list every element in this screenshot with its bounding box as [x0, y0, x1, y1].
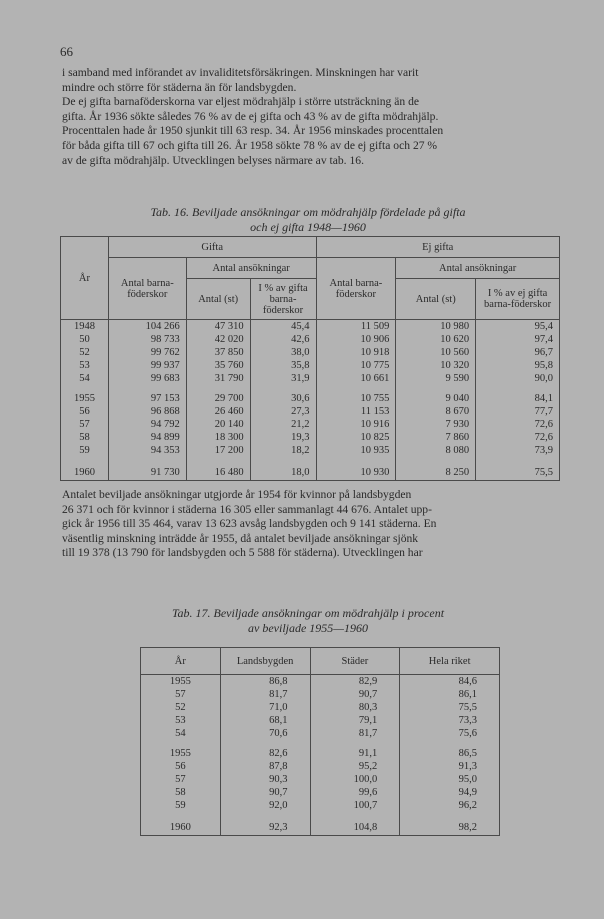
table-row: [141, 727, 500, 740]
value-cell: 7 860: [396, 431, 476, 444]
text-line: mindre och större för städerna än för landsbygden.: [62, 80, 297, 94]
year-cell: 56: [61, 405, 109, 418]
value-cell: 96,7: [476, 346, 560, 359]
value-cell: 87,8: [220, 760, 310, 773]
year-cell: 56: [141, 760, 221, 773]
value-cell: 31,9: [250, 372, 316, 385]
header-percent-unmarried: I % av ej gifta barna-föderskor: [476, 279, 560, 320]
value-cell: 99 762: [108, 346, 186, 359]
value-cell: 71,0: [220, 701, 310, 714]
table-row: [141, 675, 500, 689]
value-cell: 19,3: [250, 431, 316, 444]
value-cell: 11 509: [316, 320, 396, 334]
table-row: [61, 320, 560, 334]
value-cell: 94 899: [108, 431, 186, 444]
spacer-row: [141, 740, 500, 747]
value-cell: [108, 457, 186, 464]
year-cell: 1948: [61, 320, 109, 334]
table-row: [141, 786, 500, 799]
text-line: Antalet beviljade ansökningar utgjorde år 1954 för kvinnor på landsbygden: [62, 488, 412, 501]
value-cell: 30,6: [250, 392, 316, 405]
table-row: [141, 701, 500, 714]
value-cell: 45,4: [250, 320, 316, 334]
value-cell: 77,7: [476, 405, 560, 418]
value-cell: [476, 385, 560, 392]
value-cell: 95,8: [476, 359, 560, 372]
text-line: Procenttalen hade år 1950 sjunkit till 63 resp. 34. År 1956 minskades procenttalen: [62, 124, 444, 138]
table-row: [61, 464, 560, 481]
value-cell: 26 460: [186, 405, 250, 418]
value-cell: [476, 457, 560, 464]
value-cell: 75,6: [400, 727, 500, 740]
value-cell: 96 868: [108, 405, 186, 418]
year-cell: 57: [141, 773, 221, 786]
table-row: [61, 392, 560, 405]
value-cell: 8 080: [396, 444, 476, 457]
header-applications: Antal ansökningar: [186, 258, 316, 279]
value-cell: 42 020: [186, 333, 250, 346]
value-cell: 10 980: [396, 320, 476, 334]
table-row: [61, 431, 560, 444]
value-cell: 94,9: [400, 786, 500, 799]
page-number: 66: [60, 44, 73, 59]
header-whole-country: Hela riket: [400, 648, 500, 675]
value-cell: 98 733: [108, 333, 186, 346]
table-row: [141, 747, 500, 760]
value-cell: 75,5: [400, 701, 500, 714]
header-applications-unmarried: Antal ansökningar: [396, 258, 560, 279]
value-cell: 10 916: [316, 418, 396, 431]
value-cell: 10 320: [396, 359, 476, 372]
header-rural: Landsbygden: [220, 648, 310, 675]
value-cell: 75,5: [476, 464, 560, 481]
value-cell: 72,6: [476, 431, 560, 444]
value-cell: 92,3: [220, 819, 310, 836]
value-cell: 90,7: [220, 786, 310, 799]
value-cell: 86,8: [220, 675, 310, 689]
header-births-unmarried: Antal barna-föderskor: [316, 258, 396, 320]
table-17-caption: [60, 606, 556, 636]
header-unmarried: Ej gifta: [316, 237, 560, 258]
value-cell: 86,1: [400, 688, 500, 701]
value-cell: 99 937: [108, 359, 186, 372]
value-cell: 72,6: [476, 418, 560, 431]
year-cell: 58: [61, 431, 109, 444]
header-count-unmarried: Antal (st): [396, 279, 476, 320]
value-cell: 35 760: [186, 359, 250, 372]
table-row: [61, 444, 560, 457]
header-year: År: [61, 237, 109, 320]
value-cell: 73,9: [476, 444, 560, 457]
caption-line: Tab. 17. Beviljade ansökningar om mödrahjälp i procent: [171, 606, 445, 620]
table-16: [60, 236, 560, 481]
value-cell: 84,6: [400, 675, 500, 689]
table-row: [61, 359, 560, 372]
caption-line: Tab. 16. Beviljade ansökningar om mödrahjälp fördelade på gifta: [150, 205, 466, 219]
year-cell: 57: [141, 688, 221, 701]
text-line: av de gifta mödrahjälp. Utvecklingen belyses närmare av tab. 16.: [62, 153, 364, 167]
year-cell: 53: [61, 359, 109, 372]
value-cell: 20 140: [186, 418, 250, 431]
year-cell: 54: [141, 727, 221, 740]
table-row: [141, 688, 500, 701]
value-cell: [396, 457, 476, 464]
header-births: Antal barna-föderskor: [108, 258, 186, 320]
text-line: till 19 378 (13 790 för landsbygden och 5 588 för städerna). Utvecklingen har: [62, 546, 423, 560]
year-cell: 50: [61, 333, 109, 346]
value-cell: [396, 385, 476, 392]
value-cell: 91 730: [108, 464, 186, 481]
value-cell: 95,0: [400, 773, 500, 786]
value-cell: 11 153: [316, 405, 396, 418]
caption-line: och ej gifta 1948—1960: [250, 220, 366, 234]
text-line: De ej gifta barnaföderskorna var eljest mödrahjälp i större utsträckning än de: [62, 95, 420, 109]
value-cell: 31 790: [186, 372, 250, 385]
paragraph-intro: [62, 66, 568, 168]
value-cell: [186, 385, 250, 392]
paragraph-applications: [62, 488, 568, 561]
value-cell: 18 300: [186, 431, 250, 444]
value-cell: 10 918: [316, 346, 396, 359]
value-cell: 90,3: [220, 773, 310, 786]
value-cell: 9 590: [396, 372, 476, 385]
value-cell: 7 930: [396, 418, 476, 431]
table-row: [141, 773, 500, 786]
value-cell: 99,6: [310, 786, 400, 799]
value-cell: 73,3: [400, 714, 500, 727]
year-cell: 52: [61, 346, 109, 359]
value-cell: [220, 812, 310, 819]
value-cell: 35,8: [250, 359, 316, 372]
year-cell: 1955: [141, 747, 221, 760]
value-cell: 94 353: [108, 444, 186, 457]
value-cell: 10 775: [316, 359, 396, 372]
value-cell: 104,8: [310, 819, 400, 836]
value-cell: 10 560: [396, 346, 476, 359]
year-cell: 52: [141, 701, 221, 714]
value-cell: 37 850: [186, 346, 250, 359]
year-cell: [61, 457, 109, 464]
header-count: Antal (st): [186, 279, 250, 320]
table-16-caption: [60, 205, 556, 235]
year-cell: 1955: [141, 675, 221, 689]
value-cell: [400, 740, 500, 747]
value-cell: 82,9: [310, 675, 400, 689]
text-line: väsentlig minskning inträdde år 1955, då antalet beviljade ansökningar sjönk: [62, 531, 419, 545]
text-line: gifta. År 1936 sökte således 76 % av de ej gifta och 43 % av de gifta mödrahjälp.: [62, 109, 439, 123]
value-cell: 16 480: [186, 464, 250, 481]
value-cell: 80,3: [310, 701, 400, 714]
value-cell: 8 670: [396, 405, 476, 418]
value-cell: 10 935: [316, 444, 396, 457]
value-cell: 27,3: [250, 405, 316, 418]
value-cell: 82,6: [220, 747, 310, 760]
table-row: [61, 405, 560, 418]
value-cell: 9 040: [396, 392, 476, 405]
value-cell: [186, 457, 250, 464]
text-line: i samband med införandet av invaliditetsförsäkringen. Minskningen har varit: [62, 66, 419, 79]
value-cell: 94 792: [108, 418, 186, 431]
value-cell: 97,4: [476, 333, 560, 346]
value-cell: 86,5: [400, 747, 500, 760]
text-line: 26 371 och för kvinnor i städerna 16 305 eller sammanlagt 44 676. Antalet upp-: [62, 502, 432, 516]
value-cell: 10 620: [396, 333, 476, 346]
year-cell: 58: [141, 786, 221, 799]
header-year: År: [141, 648, 221, 675]
value-cell: 97 153: [108, 392, 186, 405]
value-cell: [400, 812, 500, 819]
table-row: [141, 819, 500, 836]
value-cell: 42,6: [250, 333, 316, 346]
value-cell: 18,2: [250, 444, 316, 457]
year-cell: 1960: [61, 464, 109, 481]
value-cell: 29 700: [186, 392, 250, 405]
value-cell: 95,2: [310, 760, 400, 773]
value-cell: 21,2: [250, 418, 316, 431]
value-cell: 98,2: [400, 819, 500, 836]
value-cell: [250, 457, 316, 464]
table-17: [140, 647, 500, 836]
value-cell: 68,1: [220, 714, 310, 727]
value-cell: 17 200: [186, 444, 250, 457]
caption-line: av beviljade 1955—1960: [248, 621, 368, 635]
value-cell: 99 683: [108, 372, 186, 385]
table-row: [61, 346, 560, 359]
value-cell: 81,7: [220, 688, 310, 701]
value-cell: 90,0: [476, 372, 560, 385]
value-cell: 79,1: [310, 714, 400, 727]
table-row: [141, 760, 500, 773]
year-cell: [61, 385, 109, 392]
value-cell: 38,0: [250, 346, 316, 359]
header-percent: I % av gifta barna-föderskor: [250, 279, 316, 320]
value-cell: 95,4: [476, 320, 560, 334]
value-cell: 91,1: [310, 747, 400, 760]
header-towns: Städer: [310, 648, 400, 675]
value-cell: 10 661: [316, 372, 396, 385]
value-cell: 81,7: [310, 727, 400, 740]
value-cell: 70,6: [220, 727, 310, 740]
value-cell: 96,2: [400, 799, 500, 812]
value-cell: [250, 385, 316, 392]
value-cell: 18,0: [250, 464, 316, 481]
value-cell: 10 755: [316, 392, 396, 405]
value-cell: 47 310: [186, 320, 250, 334]
spacer-row: [141, 812, 500, 819]
year-cell: 59: [141, 799, 221, 812]
year-cell: 54: [61, 372, 109, 385]
value-cell: 90,7: [310, 688, 400, 701]
year-cell: 53: [141, 714, 221, 727]
year-cell: 1955: [61, 392, 109, 405]
value-cell: 8 250: [396, 464, 476, 481]
table-row: [61, 333, 560, 346]
value-cell: 104 266: [108, 320, 186, 334]
value-cell: 100,7: [310, 799, 400, 812]
text-line: för båda gifta till 67 och gifta till 26. År 1958 sökte 78 % av de ej gifta och 27 %: [62, 138, 438, 152]
year-cell: [141, 812, 221, 819]
value-cell: 10 906: [316, 333, 396, 346]
value-cell: [316, 385, 396, 392]
year-cell: 1960: [141, 819, 221, 836]
value-cell: 100,0: [310, 773, 400, 786]
value-cell: 84,1: [476, 392, 560, 405]
table-row: [141, 714, 500, 727]
year-cell: 57: [61, 418, 109, 431]
year-cell: 59: [61, 444, 109, 457]
value-cell: [310, 740, 400, 747]
value-cell: [108, 385, 186, 392]
value-cell: [316, 457, 396, 464]
value-cell: 92,0: [220, 799, 310, 812]
spacer-row: [61, 385, 560, 392]
table-row: [61, 418, 560, 431]
value-cell: [220, 740, 310, 747]
value-cell: 91,3: [400, 760, 500, 773]
year-cell: [141, 740, 221, 747]
value-cell: 10 825: [316, 431, 396, 444]
text-line: gick år 1956 till 35 464, varav 13 623 avsåg landsbygden och 9 141 städerna. En: [62, 517, 437, 531]
value-cell: 10 930: [316, 464, 396, 481]
table-row: [61, 372, 560, 385]
header-married: Gifta: [108, 237, 316, 258]
value-cell: [310, 812, 400, 819]
table-row: [141, 799, 500, 812]
spacer-row: [61, 457, 560, 464]
